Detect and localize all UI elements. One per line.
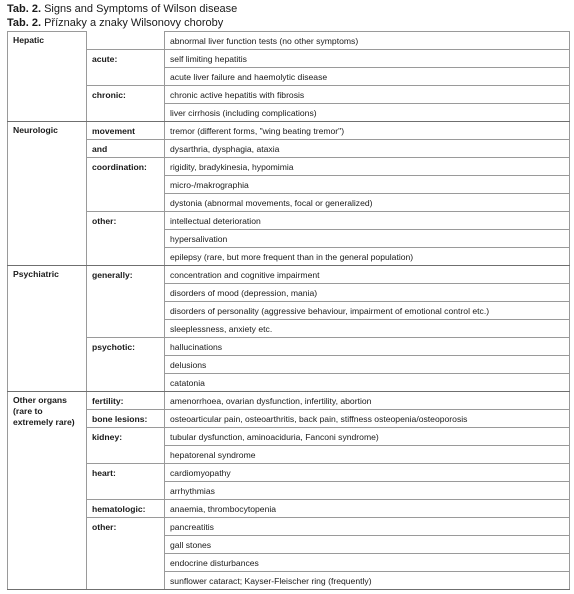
symptom-cell: abnormal liver function tests (no other symptoms) [165,32,570,50]
subcategory-cell [87,536,165,554]
subcategory-cell [87,446,165,464]
table-row [8,266,570,284]
caption-english-prefix: Tab. 2. [7,3,42,15]
table-row [8,50,570,68]
table-row [8,554,570,572]
symptom-cell: catatonia [165,374,570,392]
table-row [8,464,570,482]
table-row [8,482,570,500]
subcategory-cell: acute: [87,50,165,68]
symptom-cell: chronic active hepatitis with fibrosis [165,86,570,104]
subcategory-cell: kidney: [87,428,165,446]
subcategory-cell: and [87,140,165,158]
subcategory-cell [87,302,165,320]
symptom-cell: rigidity, bradykinesia, hypomimia [165,158,570,176]
subcategory-cell: coordination: [87,158,165,176]
caption-english-title: Signs and Symptoms of Wilson disease [44,3,238,15]
symptom-cell: disorders of personality (aggressive behaviour, impairment of emotional control etc.) [165,302,570,320]
symptom-cell: arrhythmias [165,482,570,500]
table-row [8,158,570,176]
subcategory-cell [87,356,165,374]
table-row [8,104,570,122]
table-row [8,320,570,338]
table-row [8,284,570,302]
table-row [8,374,570,392]
table-row [8,140,570,158]
subcategory-cell [87,572,165,590]
symptom-cell: delusions [165,356,570,374]
symptom-cell: dysarthria, dysphagia, ataxia [165,140,570,158]
table-row [8,302,570,320]
table-row [8,212,570,230]
symptom-cell: osteoarticular pain, osteoarthritis, back pain, stiffness osteopenia/osteoporosis [165,410,570,428]
table-row [8,536,570,554]
subcategory-cell: generally: [87,266,165,284]
symptom-cell: amenorrhoea, ovarian dysfunction, infertility, abortion [165,392,570,410]
symptom-cell: tubular dysfunction, aminoaciduria, Fanconi syndrome) [165,428,570,446]
caption-czech [7,16,237,30]
symptom-cell: hallucinations [165,338,570,356]
subcategory-cell [87,284,165,302]
subcategory-cell: bone lesions: [87,410,165,428]
category-cell: Other organs (rare to extremely rare) [8,392,87,590]
table-captions [7,2,237,30]
symptom-cell: sleeplessness, anxiety etc. [165,320,570,338]
table-row [8,518,570,536]
table-row [8,428,570,446]
caption-czech-prefix: Tab. 2. [7,17,42,29]
table-row [8,410,570,428]
table-row [8,248,570,266]
table-row [8,500,570,518]
subcategory-cell [87,554,165,572]
subcategory-cell [87,248,165,266]
symptom-cell: dystonia (abnormal movements, focal or generalized) [165,194,570,212]
table-row [8,68,570,86]
subcategory-cell: other: [87,212,165,230]
subcategory-cell [87,320,165,338]
symptom-cell: anaemia, thrombocytopenia [165,500,570,518]
subcategory-cell [87,176,165,194]
category-cell: Neurologic [8,122,87,266]
symptom-cell: acute liver failure and haemolytic disease [165,68,570,86]
symptom-cell: intellectual deterioration [165,212,570,230]
caption-czech-title: Příznaky a znaky Wilsonovy choroby [44,17,224,29]
subcategory-cell: chronic: [87,86,165,104]
caption-english [7,2,237,16]
category-cell: Hepatic [8,32,87,122]
subcategory-cell [87,32,165,50]
symptom-cell: pancreatitis [165,518,570,536]
subcategory-cell: hematologic: [87,500,165,518]
table-row [8,338,570,356]
table-row [8,446,570,464]
symptom-cell: hepatorenal syndrome [165,446,570,464]
subcategory-cell [87,68,165,86]
symptoms-table [7,31,570,590]
table-row [8,176,570,194]
subcategory-cell: fertility: [87,392,165,410]
symptom-cell: liver cirrhosis (including complications) [165,104,570,122]
symptom-cell: disorders of mood (depression, mania) [165,284,570,302]
subcategory-cell: heart: [87,464,165,482]
subcategory-cell: other: [87,518,165,536]
subcategory-cell: movement [87,122,165,140]
category-cell: Psychiatric [8,266,87,392]
table-row [8,356,570,374]
symptom-cell: epilepsy (rare, but more frequent than in the general population) [165,248,570,266]
symptom-cell: concentration and cognitive impairment [165,266,570,284]
table-row [8,392,570,410]
subcategory-cell: psychotic: [87,338,165,356]
table-row [8,194,570,212]
subcategory-cell [87,230,165,248]
table-row [8,230,570,248]
symptom-cell: sunflower cataract; Kayser-Fleischer ring (frequently) [165,572,570,590]
symptom-cell: tremor (different forms, "wing beating tremor") [165,122,570,140]
symptom-cell: micro-/makrographia [165,176,570,194]
symptom-cell: cardiomyopathy [165,464,570,482]
subcategory-cell [87,482,165,500]
table-row [8,572,570,590]
table-row [8,32,570,50]
symptom-cell: hypersalivation [165,230,570,248]
subcategory-cell [87,194,165,212]
symptoms-table-body [8,32,570,590]
table-row [8,122,570,140]
subcategory-cell [87,104,165,122]
symptom-cell: self limiting hepatitis [165,50,570,68]
symptom-cell: endocrine disturbances [165,554,570,572]
table-row [8,86,570,104]
symptom-cell: gall stones [165,536,570,554]
subcategory-cell [87,374,165,392]
